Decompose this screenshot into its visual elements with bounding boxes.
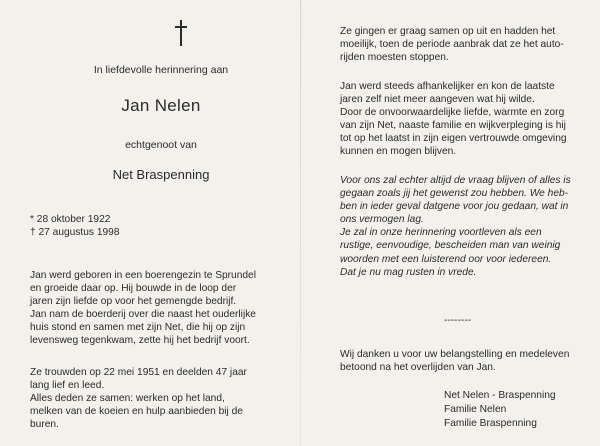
signature-line: Familie Braspenning: [444, 418, 537, 429]
deceased-name: Jan Nelen: [121, 96, 201, 115]
text-line: Jan werd geboren in een boerengezin te Sprundel: [30, 270, 256, 281]
thanks-text: [340, 348, 592, 374]
text-line: Jan nam de boerderij over die naast het ouderlijke: [30, 309, 256, 321]
text-line: ben in ieder geval datgene voor jou gedaan, wat in: [340, 201, 569, 213]
text-line: moeilijk, toen de periode aanbrak dat ze het auto-: [340, 39, 564, 51]
life-dates: [30, 213, 120, 239]
text-line: Voor ons zal echter altijd de vraag blijven of alles is: [340, 175, 571, 186]
text-line: tot op het laatst in zijn eigen vertrouwde omgeving: [340, 133, 567, 145]
text-line: van zijn Net, naaste familie en wijkverpleging is hij: [340, 120, 566, 132]
signature-line: Familie Nelen: [444, 404, 507, 415]
text-line: huis stond en samen met zijn Net, die hij op zijn: [30, 322, 246, 334]
separator: --------: [444, 315, 472, 326]
text-line: levensweg tegenkwam, zette hij het bedrijf voort.: [30, 335, 250, 347]
text-line: Wij danken u voor uw belangstelling en medeleven: [340, 349, 570, 360]
signatures: [444, 389, 556, 431]
text-line: betoond na het overlijden van Jan.: [340, 362, 496, 374]
spouse-name: Net Braspenning: [112, 167, 210, 182]
memorial-poem: [340, 174, 584, 279]
paragraph-outings: [340, 25, 584, 64]
text-line: rustige, eenvoudige, bescheiden man van weinig: [340, 240, 561, 252]
death-date: † 27 augustus 1998: [30, 227, 120, 239]
paragraph-care: [340, 80, 584, 159]
biography-paragraph-1: [30, 269, 274, 348]
text-line: ons vermogen lag.: [340, 214, 424, 226]
intro-text: In liefdevolle herinnering aan: [93, 64, 229, 76]
birth-date: * 28 oktober 1922: [30, 214, 111, 225]
card-fold-line: [300, 0, 301, 446]
text-line: Ze trouwden op 22 mei 1951 en deelden 47 jaar: [30, 367, 247, 378]
relation-text: echtgenoot van: [125, 139, 197, 151]
text-line: lang lief en leed.: [30, 380, 105, 392]
text-line: Dat je nu mag rusten in vrede.: [340, 266, 477, 278]
text-line: Ze gingen er graag samen op uit en hadden het: [340, 26, 556, 37]
text-line: Jan werd steeds afhankelijker en kon de laatste: [340, 81, 555, 92]
text-line: jaren zijn liefde op voor het gemengde bedrijf.: [30, 296, 237, 308]
biography-paragraph-2: [30, 366, 274, 431]
text-line: kunnen en mogen blijven.: [340, 146, 457, 158]
text-line: en groeide daar op. Hij bouwde in de loop der: [30, 283, 237, 295]
text-line: Door de onvoorwaardelijke liefde, warmte en zorg: [340, 107, 565, 119]
text-line: buren.: [30, 419, 59, 431]
signature-line: Net Nelen - Braspenning: [444, 390, 556, 401]
text-line: melken van de koeien en hulp aanbieden bij de: [30, 406, 243, 418]
text-line: Je zal in onze herinnering voortleven als een: [340, 227, 542, 239]
text-line: Alles deden ze samen: werken op het land,: [30, 393, 225, 405]
cross-icon: [174, 20, 188, 46]
text-line: woorden met een luisterend oor voor iedereen.: [340, 253, 552, 265]
text-line: gegaan zoals jij het gewenst zou hebben. We heb-: [340, 188, 569, 200]
text-line: jaren zelf niet meer aangeven wat hij wilde.: [340, 94, 535, 106]
text-line: rijden moesten stoppen.: [340, 52, 449, 64]
